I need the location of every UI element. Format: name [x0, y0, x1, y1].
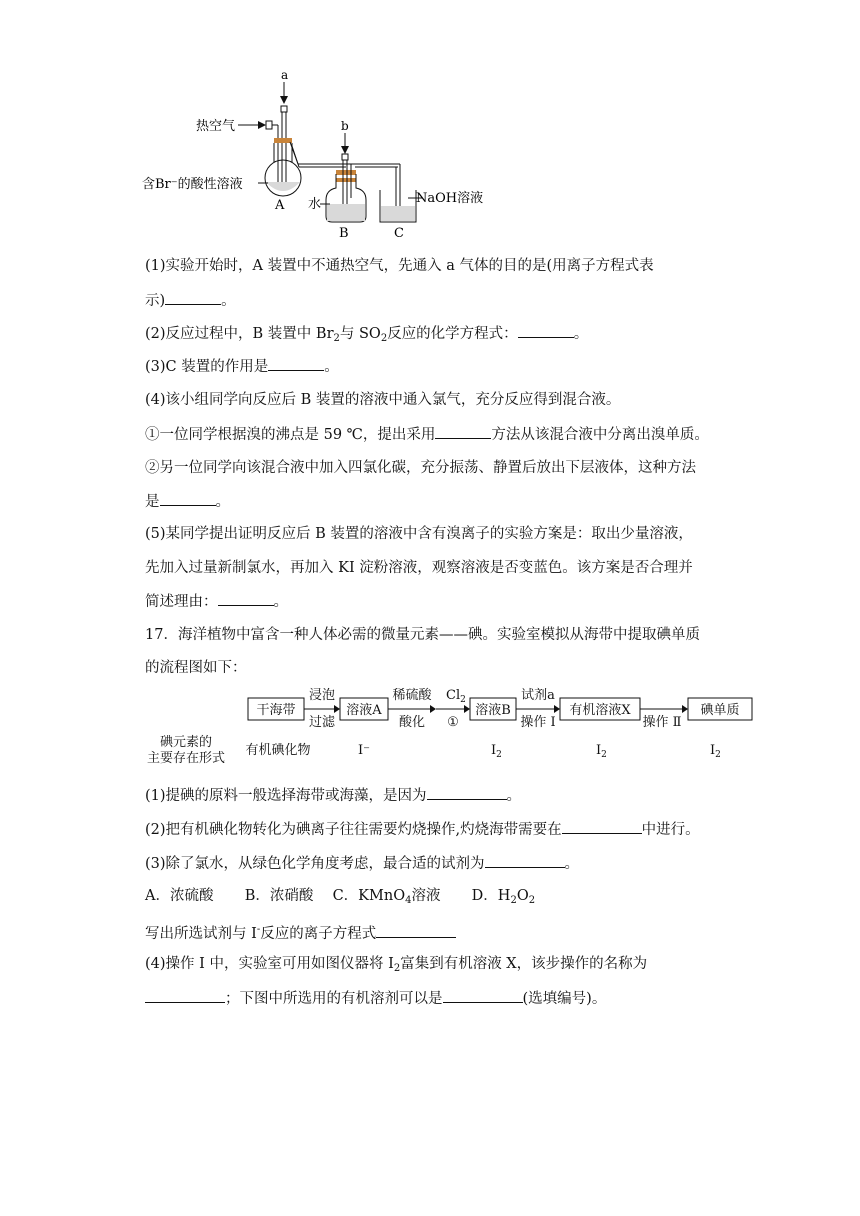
option-b: B．浓硝酸 — [244, 888, 314, 904]
arrow1-top: 浸泡 — [308, 688, 336, 703]
flow-box-2-label: 溶液A — [346, 703, 382, 718]
label-flask-a: A — [275, 198, 285, 213]
answer-blank[interactable] — [443, 988, 523, 1003]
option-a: A．浓硫酸 — [145, 888, 214, 904]
apparatus-diagram — [140, 66, 500, 242]
form-label-1: 碘元素的 — [159, 735, 213, 750]
q1-line2: 示) 。 — [145, 290, 236, 311]
answer-blank[interactable] — [427, 785, 507, 800]
q4-line: (4)该小组同学向反应后 B 装置的溶液中通入氯气，充分反应得到混合液。 — [145, 392, 621, 408]
flow-box-5-label: 碘单质 — [700, 703, 740, 718]
answer-blank[interactable] — [218, 591, 274, 606]
q1-line1: (1)实验开始时，A 装置中不通热空气，先通入 a 气体的目的是(用离子方程式表 — [145, 258, 654, 274]
q4-2-line2: 是 。 — [145, 491, 230, 512]
answer-blank[interactable] — [145, 988, 225, 1003]
q2-line: (2)反应过程中，B 装置中 $Br_2$与 $SO_2$反应的化学方程式： 。 — [145, 323, 588, 349]
label-hot-air: 热空气 — [196, 119, 236, 134]
iodine-flow-diagram — [140, 684, 760, 764]
flow-box-1-label: 干海带 — [256, 703, 296, 718]
q4-1-line: ①一位同学根据溴的沸点是 59 ℃，提出采用 方法从该混合液中分离出溴单质。 — [145, 424, 709, 445]
form-1: 有机碘化物 — [245, 743, 311, 758]
answer-blank[interactable] — [268, 356, 324, 371]
answer-blank[interactable] — [165, 290, 221, 305]
option-c: C．KMnO$_4$溶液 — [332, 888, 441, 906]
option-d: D．$H_2O_2$ — [471, 888, 536, 906]
arrow1-bottom: 过滤 — [308, 715, 336, 730]
arrow3-bottom: ① — [447, 715, 459, 730]
label-acid-solution: 含Br⁻的酸性溶液 — [142, 177, 243, 192]
q5-line3: 简述理由： 。 — [145, 591, 288, 612]
q17-p4-line1: (4)操作 I 中，实验室可用如图仪器将 $I_2$富集到有机溶液 X，该步操作的名称为 — [145, 956, 648, 974]
form-3: $I_2$ — [491, 743, 502, 760]
answer-blank[interactable] — [485, 853, 565, 868]
answer-blank[interactable] — [518, 323, 574, 338]
arrow4-bottom: 操作 Ⅰ — [520, 715, 556, 730]
arrow4-top: 试剂a — [521, 688, 555, 703]
q17-p3-write: 写出所选试剂与 I-反应的离子方程式 — [145, 920, 456, 944]
arrow2-top: 稀硫酸 — [392, 688, 432, 703]
flow-box-4-label: 有机溶液X — [569, 703, 631, 718]
q17-options — [145, 886, 535, 911]
q4-2-line1: ②另一位同学向该混合液中加入四氯化碳，充分振荡、静置后放出下层液体，这种方法 — [145, 460, 696, 476]
q17-line1: 17．海洋植物中富含一种人体必需的微量元素——碘。实验室模拟从海带中提取碘单质 — [145, 627, 700, 643]
form-5: $I_2$ — [710, 743, 721, 760]
answer-blank[interactable] — [376, 923, 456, 938]
label-flask-c: C — [394, 226, 404, 241]
form-label-2: 主要存在形式 — [146, 751, 226, 764]
answer-blank[interactable] — [160, 491, 216, 506]
q5-line2: 先加入过量新制氯水，再加入 KI 淀粉溶液，观察溶液是否变蓝色。该方案是否合理并 — [145, 560, 693, 576]
q17-line2: 的流程图如下： — [145, 660, 247, 676]
q17-p3: (3)除了氯水，从绿色化学角度考虑，最合适的试剂为 。 — [145, 853, 579, 874]
q5-line1: (5)某同学提出证明反应后 B 装置的溶液中含有溴离子的实验方案是：取出少量溶液， — [145, 526, 693, 542]
answer-blank[interactable] — [435, 424, 491, 439]
form-4: $I_2$ — [596, 743, 607, 760]
arrow5-bottom: 操作 Ⅱ — [642, 715, 682, 730]
answer-blank[interactable] — [562, 819, 642, 834]
arrow2-bottom: 酸化 — [398, 715, 426, 730]
arrow3-top: $Cl_2$ — [446, 688, 466, 705]
label-b: b — [341, 119, 349, 133]
form-2: I⁻ — [358, 743, 370, 758]
q3-line: (3)C 装置的作用是 。 — [145, 356, 339, 377]
label-flask-b: B — [339, 226, 349, 241]
q17-p4-line2: ；下图中所选用的有机溶剂可以是 (选填编号)。 — [145, 988, 606, 1009]
label-a: a — [281, 68, 289, 82]
q17-p2: (2)把有机碘化物转化为碘离子往往需要灼烧操作,灼烧海带需要在 中进行。 — [145, 819, 700, 840]
label-naoh: NaOH溶液 — [416, 191, 484, 206]
flow-box-3-label: 溶液B — [475, 703, 511, 718]
q17-p1: (1)提碘的原料一般选择海带或海藻，是因为 。 — [145, 785, 521, 806]
label-water: 水 — [308, 197, 322, 212]
